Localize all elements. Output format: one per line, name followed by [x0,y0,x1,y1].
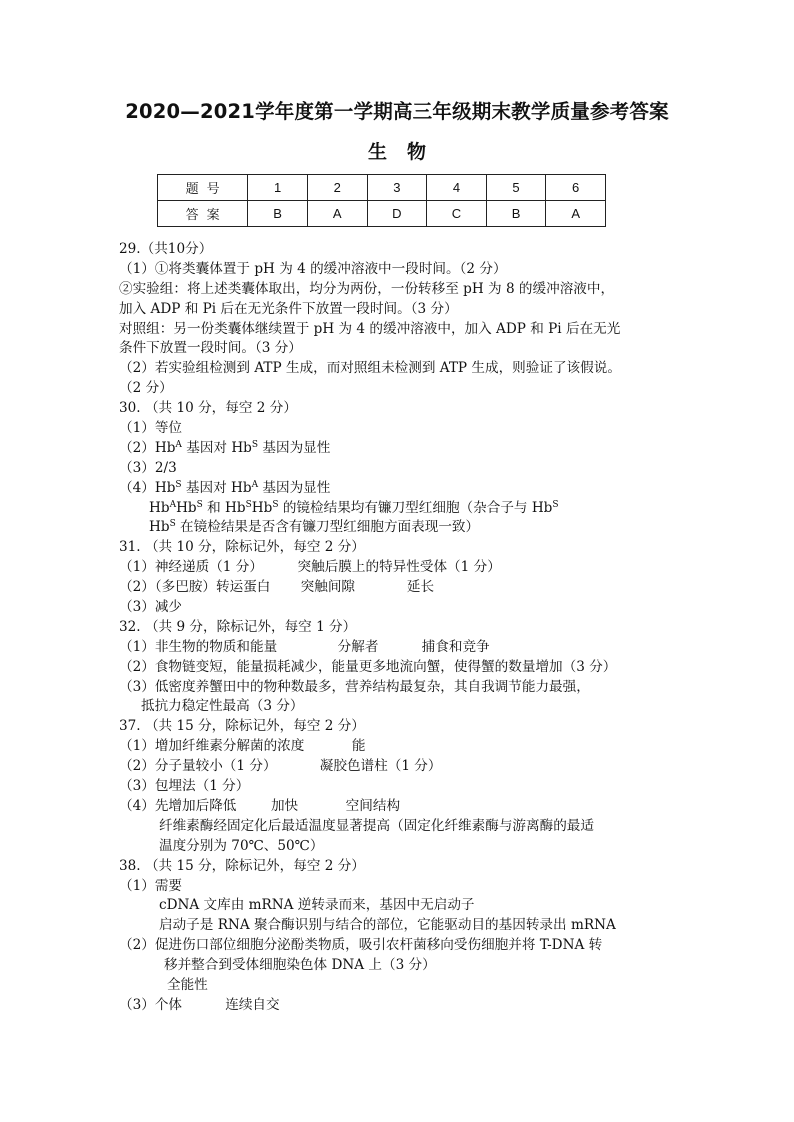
q30-line: （3）2/3 [119,459,177,476]
superscript: S [251,439,259,450]
text: 的镜检结果均有镰刀型红细胞（杂合子与 Hb [278,499,553,516]
question-number: 6 [546,175,606,201]
question-number: 4 [427,175,487,201]
text: Hb [149,499,170,516]
text: 在镜检结果是否含有镰刀型红细胞方面表现一致） [175,519,480,536]
row-label-answer: 答案 [158,201,248,227]
q38-line: cDNA 文库由 mRNA 逆转录而来，基因中无启动子 [159,897,475,914]
q31-line: （3）减少 [119,599,183,616]
q29-line: 条件下放置一段时间。（3 分） [119,340,302,357]
text: Hb [251,499,273,516]
text: 基因对 Hb [181,439,252,456]
text: （4）Hb [119,479,176,496]
q32-line: （2）食物链变短，能量损耗减少，能量更多地流向蟹，使得蟹的数量增加（3 分） [119,658,617,675]
q30-heading: 30. （共 10 分，每空 2 分） [119,400,297,417]
answer-cell: C [427,201,487,227]
q30-line: （1）等位 [119,420,183,437]
q29-line: （2）若实验组检测到 ATP 生成，而对照组未检测到 ATP 生成，则验证了该假说。 [119,360,621,377]
q31-line: （1）神经递质（1 分） 突触后膜上的特异性受体（1 分） [119,559,501,576]
text: Hb [149,519,170,536]
q37-line: 温度分别为 70℃、50℃） [159,837,324,854]
q29-line: ②实验组：将上述类囊体取出，均分为两份，一份转移至 pH 为 8 的缓冲溶液中， [119,280,615,297]
q29-line: 加入 ADP 和 Pi 后在无光条件下放置一段时间。（3 分） [119,300,458,317]
text: 和 Hb [202,499,246,516]
question-number: 2 [307,175,367,201]
q37-line: 纤维素酶经固定化后最适温度显著提高（固定化纤维素酶与游离酶的最适 [159,817,594,834]
row-label-number: 题号 [158,175,248,201]
q29-heading: 29.（共10分） [119,241,213,257]
question-number: 5 [486,175,546,201]
q38-line: 移并整合到受体细胞染色体 DNA 上（3 分） [164,957,436,974]
q31-heading: 31. （共 10 分，除标记外，每空 2 分） [119,539,365,556]
text: 基因为显性 [258,439,331,456]
answer-cell: A [546,201,606,227]
answer-content [119,240,679,1016]
q37-line: （4）先增加后降低 加快 空间结构 [119,797,401,814]
answer-cell: B [486,201,546,227]
q30-line [119,439,679,459]
page-title: 2020—2021学年度第一学期高三年级期末教学质量参考答案 [125,100,669,123]
superscript: S [175,479,182,490]
q38-line: （1）需要 [119,877,183,894]
question-number: 3 [367,175,427,201]
q37-line: （1）增加纤维素分解菌的浓度 能 [119,738,366,755]
q29-line: （2 分） [119,380,173,397]
q29-line: （1）①将类囊体置于 pH 为 4 的缓冲溶液中一段时间。（2 分） [119,260,507,277]
q38-line: 全能性 [167,976,208,993]
table-row [158,201,606,227]
answer-cell: B [248,201,308,227]
q37-line: （3）包埋法（1 分） [119,778,250,795]
q37-heading: 37. （共 15 分，除标记外，每空 2 分） [119,718,365,735]
q38-line: （2）促进伤口部位细胞分泌酚类物质，吸引农杆菌移向受伤细胞并将 T-DNA 转 [119,937,603,954]
q37-line: （2）分子量较小（1 分） 凝胶色谱柱（1 分） [119,758,442,775]
superscript: S [272,499,279,510]
superscript: A [251,479,259,490]
q32-line: （1）非生物的物质和能量 分解者 捕食和竞争 [119,638,490,655]
text: Hb [176,499,197,516]
text: （2）Hb [119,439,176,456]
superscript: S [169,519,176,530]
superscript: A [175,439,182,450]
superscript: S [552,499,559,510]
q38-heading: 38. （共 15 分，除标记外，每空 2 分） [119,857,365,874]
q30-line [119,479,679,499]
q30-line [119,499,679,519]
q32-heading: 32. （共 9 分，除标记外，每空 1 分） [119,618,357,635]
question-number: 1 [248,175,308,201]
table-row [158,175,606,201]
q29-line: 对照组：另一份类囊体继续置于 pH 为 4 的缓冲溶液中，加入 ADP 和 Pi 后在无光 [119,320,621,337]
superscript: S [245,499,252,510]
superscript: A [169,499,177,510]
text: 基因对 Hb [181,479,252,496]
text: 基因为显性 [258,479,331,496]
answer-cell: A [307,201,367,227]
q32-line: （3）低密度养蟹田中的物种数最多，营养结构最复杂，其自我调节能力最强， [119,678,590,695]
q38-line: （3）个体 连续自交 [119,996,280,1013]
q30-line [119,518,679,538]
q38-line: 启动子是 RNA 聚合酶识别与结合的部位，它能驱动目的基因转录出 mRNA [159,917,616,934]
answer-table [157,174,606,227]
answer-cell: D [367,201,427,227]
q31-line: （2）（多巴胺）转运蛋白 突触间隙 延长 [119,579,435,596]
subject-title: 生物 [367,141,446,163]
q32-line: 抵抗力稳定性最高（3 分） [141,698,304,715]
superscript: S [196,499,203,510]
